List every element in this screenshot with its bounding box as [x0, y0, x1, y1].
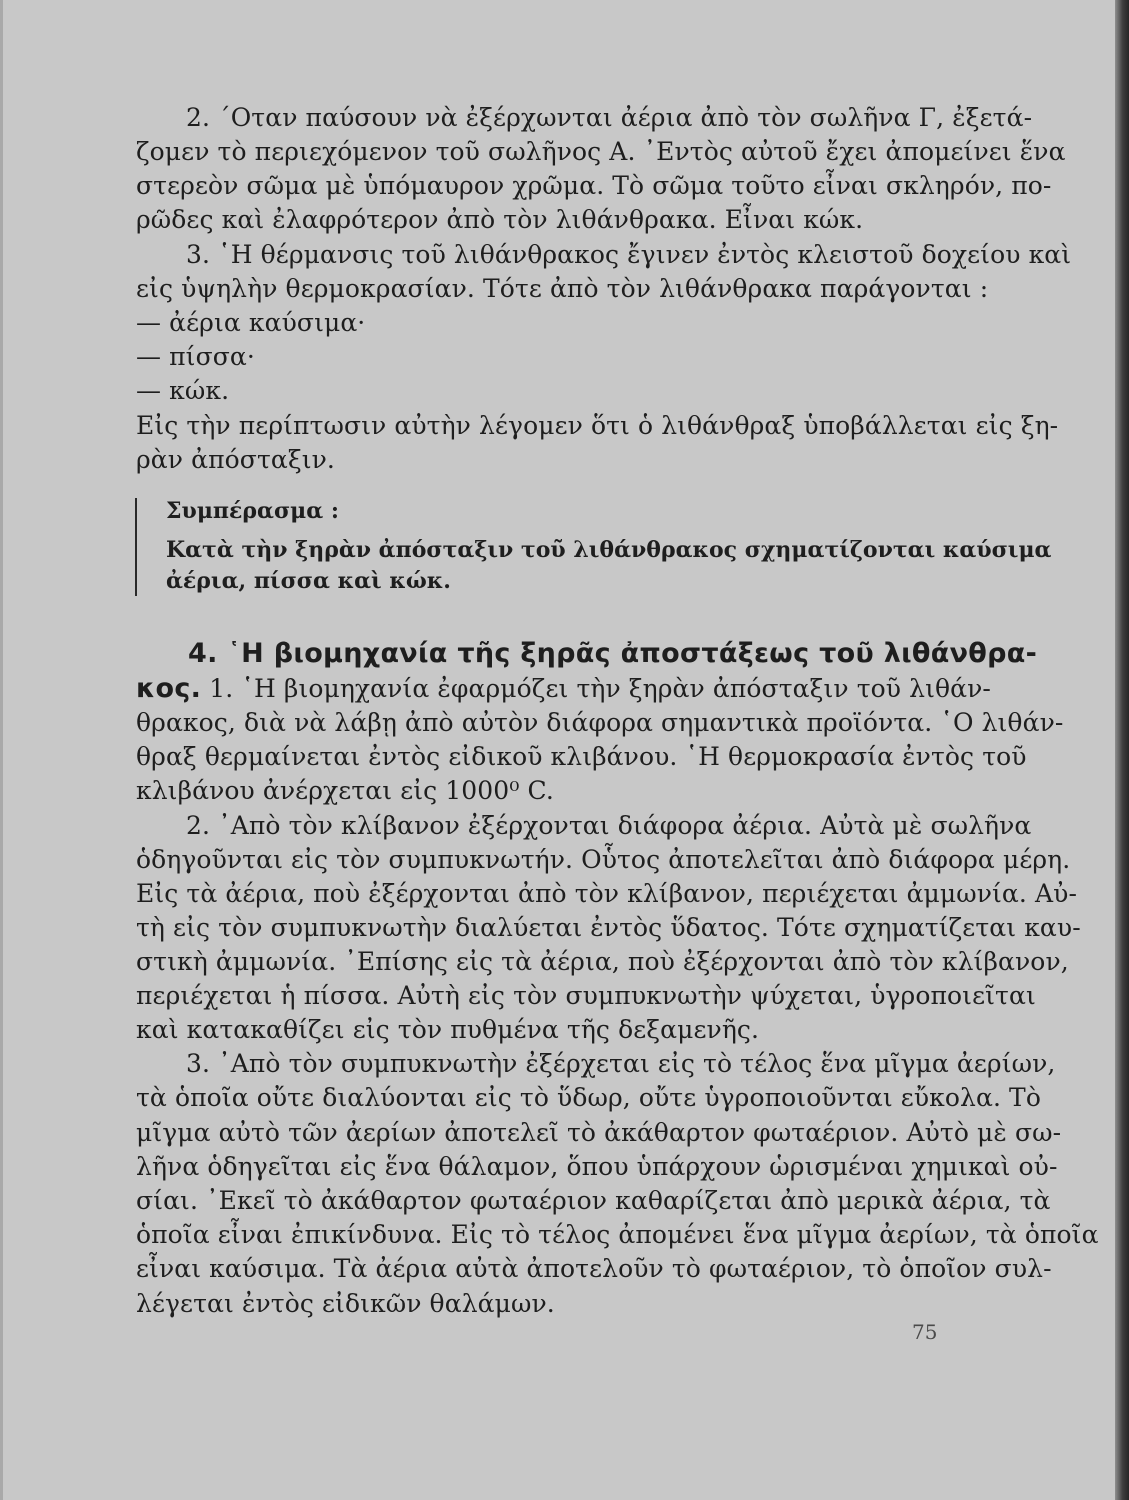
text-line: 3. ᾽Απὸ τὸν συμπυκνωτὴν ἐξέρχεται εἰς τὸ τέλος ἕνα μῖγμα ἀερίων,	[186, 1049, 1056, 1078]
page-left-edge	[0, 0, 3, 1500]
summary-text-line: Κατὰ τὴν ξηρὰν ἀπόσταξιν τοῦ λιθάνθρακος σχηματίζονται καύσιμα	[166, 537, 1052, 563]
text-line: περιέχεται ἡ πίσσα. Αὐτὴ εἰς τὸν συμπυκνωτὴν ψύχεται, ὑγροποιεῖται	[136, 981, 1036, 1010]
page-number: 75	[912, 1320, 938, 1344]
text-line: 1. ῾Η βιομηχανία ἐφαρμόζει τὴν ξηρὰν ἀπόσταξιν τοῦ λιθάν-	[201, 674, 991, 703]
text-line: ρῶδες καὶ ἐλαφρότερον ἀπὸ τὸν λιθάνθρακα. Εἶναι κώκ.	[136, 205, 864, 234]
list-item: — κώκ.	[136, 376, 230, 405]
text-line: καὶ κατακαθίζει εἰς τὸν πυθμένα τῆς δεξαμενῆς.	[136, 1015, 760, 1044]
text-line: θρακος, διὰ νὰ λάβῃ ἀπὸ αὐτὸν διάφορα σημαντικὰ προϊόντα. ῾Ο λιθάν-	[136, 708, 1064, 737]
page-right-edge-shadow	[1115, 0, 1129, 1500]
text-line: μῖγμα αὐτὸ τῶν ἀερίων ἀποτελεῖ τὸ ἀκάθαρτον φωταέριον. Αὐτὸ μὲ σω-	[136, 1118, 1062, 1147]
text-line: τὴ εἰς τὸν συμπυκνωτὴν διαλύεται ἐντὸς ὕδατος. Τότε σχηματίζεται καυ-	[136, 913, 1081, 942]
text-line: 2. ᾽Απὸ τὸν κλίβανον ἐξέρχονται διάφορα ἀέρια. Αὐτὰ μὲ σωλῆνα	[186, 811, 1032, 840]
text-line: Εἰς τὰ ἀέρια, ποὺ ἐξέρχονται ἀπὸ τὸν κλίβανον, περιέχεται ἀμμωνία. Αὐ-	[136, 879, 1078, 908]
text-line: λέγεται ἐντὸς εἰδικῶν θαλάμων.	[136, 1289, 555, 1318]
summary-rule	[135, 498, 137, 596]
text-line: εἰς ὑψηλὴν θερμοκρασίαν. Τότε ἀπὸ τὸν λιθάνθρακα παράγονται :	[136, 274, 989, 303]
text-line: ὁδηγοῦνται εἰς τὸν συμπυκνωτήν. Οὗτος ἀποτελεῖται ἀπὸ διάφορα μέρη.	[136, 845, 1071, 874]
text-line: θραξ θερμαίνεται ἐντὸς εἰδικοῦ κλιβάνου. ῾Η θερμοκρασία ἐντὸς τοῦ	[136, 742, 1027, 771]
text-line: στερεὸν σῶμα μὲ ὑπόμαυρον χρῶμα. Τὸ σῶμα τοῦτο εἶναι σκληρόν, πο-	[136, 171, 1052, 200]
text-line: κλιβάνου ἀνέρχεται εἰς 1000⁰ C.	[136, 776, 554, 805]
text-line: Εἰς τὴν περίπτωσιν αὐτὴν λέγομεν ὅτι ὁ λιθάνθραξ ὑποβάλλεται εἰς ξη-	[136, 411, 1059, 440]
section-heading-end: κος.	[136, 673, 202, 704]
text-line: εἶναι καύσιμα. Τὰ ἀέρια αὐτὰ ἀποτελοῦν τὸ φωταέριον, τὸ ὁποῖον συλ-	[136, 1254, 1052, 1283]
list-item: — πίσσα·	[136, 342, 255, 371]
text-line: 3. ῾Η θέρμανσις τοῦ λιθάνθρακος ἔγινεν ἐντὸς κλειστοῦ δοχείου καὶ	[186, 240, 1072, 269]
text-line: στικὴ ἀμμωνία. ᾽Επίσης εἰς τὰ ἀέρια, ποὺ ἐξέρχονται ἀπὸ τὸν κλίβανον,	[136, 947, 1069, 976]
summary-text-line: ἀέρια, πίσσα καὶ κώκ.	[166, 568, 451, 594]
text-line: ρὰν ἀπόσταξιν.	[136, 445, 335, 474]
list-item: — ἀέρια καύσιμα·	[136, 308, 366, 337]
text-line: σίαι. ᾽Εκεῖ τὸ ἀκάθαρτον φωταέριον καθαρίζεται ἀπὸ μερικὰ ἀέρια, τὰ	[136, 1186, 1051, 1215]
section-heading: 4. ῾Η βιομηχανία τῆς ξηρᾶς ἀποστάξεως τοῦ λιθάνθρα-	[188, 638, 1038, 669]
text-line: τὰ ὁποῖα οὔτε διαλύονται εἰς τὸ ὕδωρ, οὔτε ὑγροποιοῦνται εὔκολα. Τὸ	[136, 1083, 1041, 1112]
text-line: λῆνα ὁδηγεῖται εἰς ἕνα θάλαμον, ὅπου ὑπάρχουν ὡρισμέναι χημικαὶ οὐ-	[136, 1152, 1058, 1181]
text-line: ζομεν τὸ περιεχόμενον τοῦ σωλῆνος Α. ᾽Εντὸς αὐτοῦ ἔχει ἀπομείνει ἕνα	[136, 137, 1066, 166]
text-line: ὁποῖα εἶναι ἐπικίνδυνα. Εἰς τὸ τέλος ἀπομένει ἕνα μῖγμα ἀερίων, τὰ ὁποῖα	[136, 1220, 1099, 1249]
summary-title: Συμπέρασμα :	[166, 498, 339, 524]
text-line: 2. ΄Οταν παύσουν νὰ ἐξέρχωνται ἀέρια ἀπὸ τὸν σωλῆνα Γ, ἐξετά-	[186, 103, 1033, 132]
section-heading-continuation	[136, 672, 991, 706]
